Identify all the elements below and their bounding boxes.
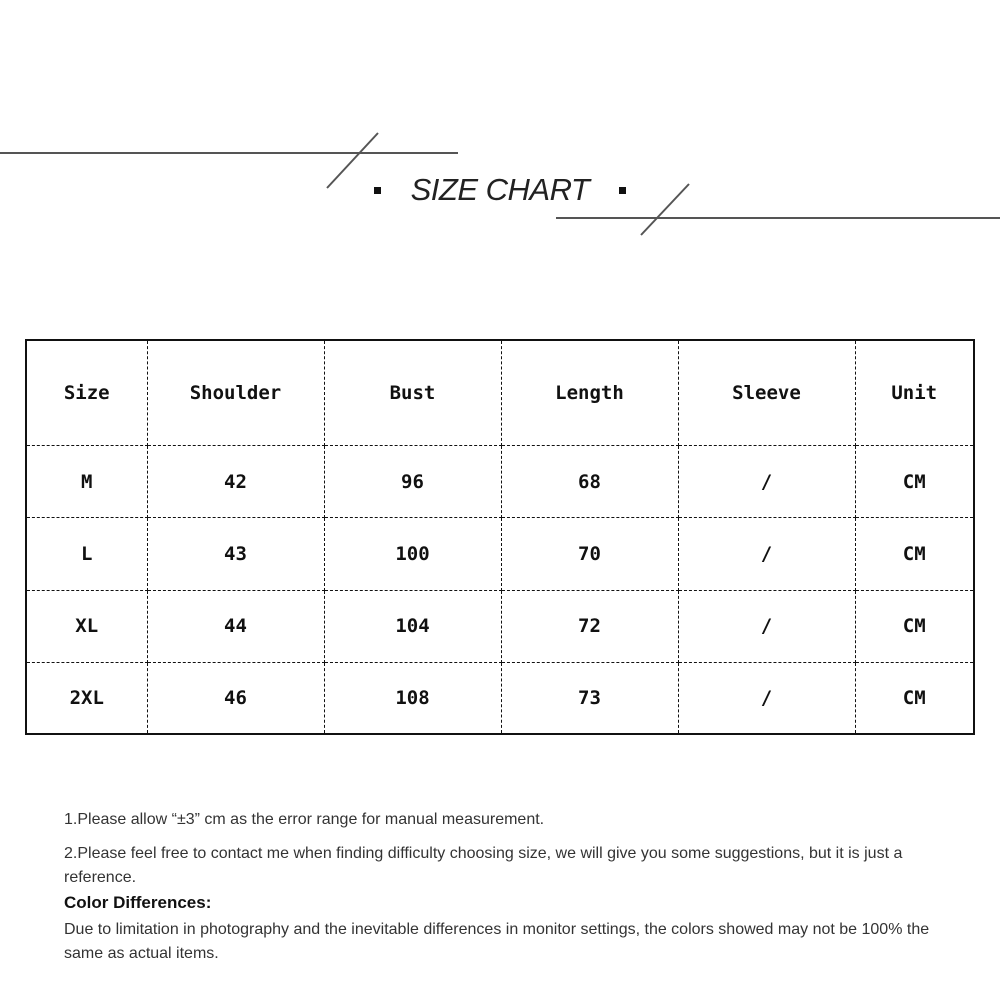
cell-unit: CM bbox=[902, 686, 926, 709]
table-row bbox=[27, 662, 973, 733]
cell-sleeve: / bbox=[678, 518, 855, 590]
cell-length: 73 bbox=[501, 662, 678, 733]
table-row bbox=[27, 518, 973, 590]
bullet-left bbox=[374, 187, 381, 194]
cell-length: 72 bbox=[501, 590, 678, 662]
title-row bbox=[0, 168, 1000, 212]
cell-size: 2XL bbox=[27, 662, 147, 733]
header-unit: Unit bbox=[855, 341, 973, 446]
header-sleeve: Sleeve bbox=[678, 341, 855, 446]
header-bust: Bust bbox=[324, 341, 501, 446]
cell-bust: 108 bbox=[324, 662, 501, 733]
header-size: Size bbox=[27, 341, 147, 446]
note-error-range: 1.Please allow “±3” cm as the error range for manual measurement. bbox=[64, 811, 545, 828]
bullet-right bbox=[619, 187, 626, 194]
cell-unit: CM bbox=[855, 590, 973, 662]
cell-shoulder: 43 bbox=[147, 518, 324, 590]
cell-length: 68 bbox=[501, 446, 678, 518]
cell-sleeve: / bbox=[678, 662, 855, 733]
header-length: Length bbox=[501, 341, 678, 446]
cell-bust: 96 bbox=[324, 446, 501, 518]
cell-length: 70 bbox=[501, 518, 678, 590]
cell-unit: CM bbox=[855, 446, 973, 518]
color-differences-text: Due to limitation in photography and the inevitable differences in monitor settings, the colors showed may not be 100% the same as actual items. bbox=[64, 921, 930, 962]
cell-shoulder: 44 bbox=[147, 590, 324, 662]
decorative-lines bbox=[0, 0, 1000, 300]
table-row bbox=[27, 590, 973, 662]
cell-size: XL bbox=[27, 590, 147, 662]
header-shoulder: Shoulder bbox=[147, 341, 324, 446]
notes-section bbox=[64, 808, 944, 966]
cell-size: L bbox=[27, 518, 147, 590]
cell-shoulder: 42 bbox=[147, 446, 324, 518]
cell-size: M bbox=[27, 446, 147, 518]
cell-shoulder: 46 bbox=[147, 662, 324, 733]
note-contact: 2.Please feel free to contact me when finding difficulty choosing size, we will give you some suggestions, but it is just a reference. bbox=[64, 845, 903, 886]
cell-sleeve: / bbox=[678, 590, 855, 662]
table-row bbox=[27, 446, 973, 518]
page-title: SIZE CHART bbox=[410, 172, 590, 207]
cell-bust: 104 bbox=[324, 590, 501, 662]
color-differences-heading: Color Differences: bbox=[64, 893, 212, 912]
cell-unit: CM bbox=[855, 518, 973, 590]
size-table bbox=[25, 339, 975, 735]
header-row bbox=[27, 341, 973, 446]
cell-sleeve: / bbox=[678, 446, 855, 518]
cell-bust: 100 bbox=[324, 518, 501, 590]
